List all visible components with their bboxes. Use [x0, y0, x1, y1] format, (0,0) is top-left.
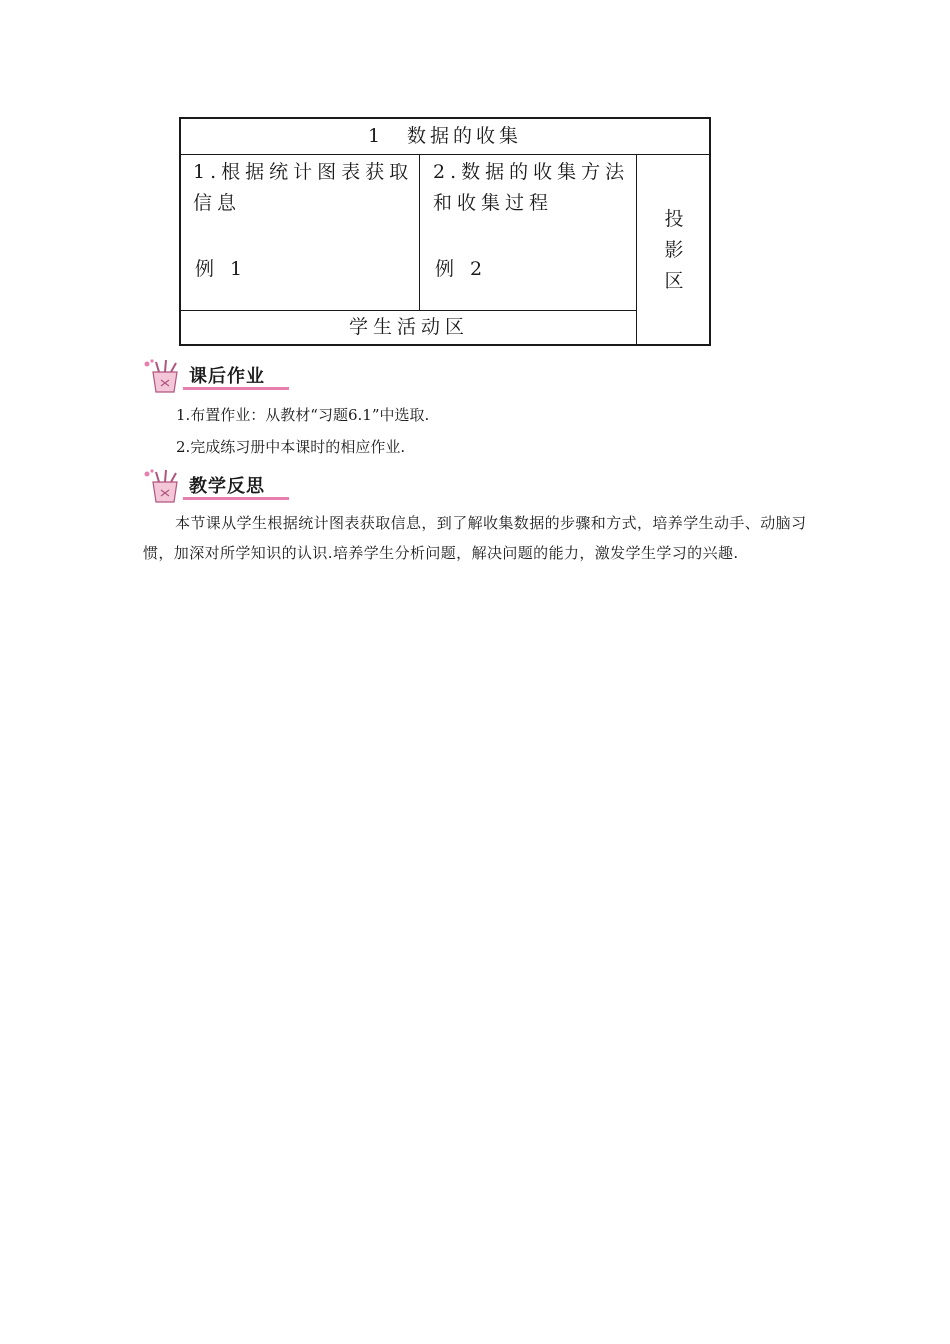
homework-item: 1.布置作业：从教材“习题6.1”中选取.: [176, 406, 430, 424]
divider: [181, 154, 709, 155]
projection-char: 影: [664, 239, 684, 261]
board-cell-2: [433, 157, 629, 219]
pencil-cup-icon: [143, 358, 187, 394]
reflection-paragraph: 本节课从学生根据统计图表获取信息，到了解收集数据的步骤和方式，培养学生动手、动脑习惯，加深对所学知识的认识.培养学生分析问题，解决问题的能力，激发学生学习的兴趣.: [143, 514, 807, 562]
homework-item: 2.完成练习册中本课时的相应作业.: [176, 438, 406, 456]
pencil-cup-icon: [143, 468, 187, 504]
section-title: 课后作业: [189, 366, 265, 387]
heading-underline: [183, 387, 289, 390]
board-title: 1 数据的收集: [367, 125, 523, 147]
homework-heading: [143, 358, 293, 394]
reflection-heading: [143, 468, 293, 504]
projection-char: 投: [664, 208, 684, 230]
example-label: 例 2: [435, 258, 488, 280]
example-label: 例 1: [195, 258, 248, 280]
cell-text: 和收集过程: [433, 192, 554, 214]
student-activity-area: 学生活动区: [348, 316, 469, 338]
board-cell-1: [193, 157, 413, 219]
projection-area: [637, 204, 711, 297]
section-title: 教学反思: [189, 476, 265, 497]
heading-underline: [183, 497, 289, 500]
projection-char: 区: [664, 270, 684, 292]
divider: [419, 154, 420, 310]
cell-text: 2.数据的收集方法: [433, 161, 630, 183]
blackboard-table: [179, 117, 711, 346]
cell-text: 1.根据统计图表获取: [193, 161, 414, 183]
cell-text: 信息: [193, 192, 242, 214]
